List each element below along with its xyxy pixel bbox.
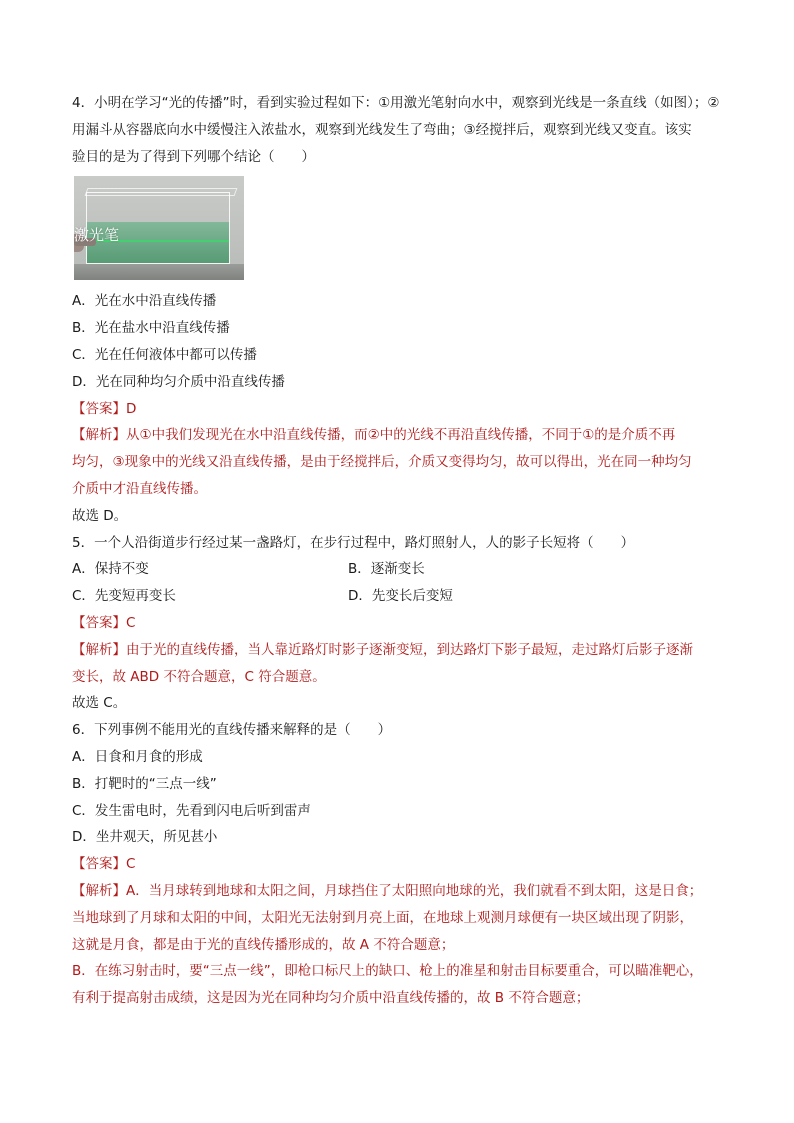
q5-stem: 5．一个人沿街道步行经过某一盏路灯，在步行过程中，路灯照射人，人的影子长短将（ ） — [72, 534, 635, 551]
analysis-text: 从①中我们发现光在水中沿直线传播，而②中的光线不再沿直线传播，不同于①的是介质不再 — [126, 427, 676, 444]
q5-option-c: C．先变短再变长 — [72, 588, 176, 605]
q6-analysis-line-4: B．在练习射击时，要“三点一线”，即枪口标尺上的缺口、枪上的准星和射击目标要重合，可以瞄准靶心， — [72, 963, 703, 980]
q4-option-d: D．光在同种均匀介质中沿直线传播 — [72, 373, 285, 390]
q5-conclusion: 故选 C。 — [72, 695, 127, 712]
q5-answer — [72, 610, 752, 637]
q4-answer — [72, 396, 752, 423]
q5-options-row-2 — [72, 583, 752, 610]
q5-option-b: B．逐渐变长 — [348, 561, 425, 578]
answer-value: D — [126, 400, 137, 417]
q6-option-b: B．打靶时的“三点一线” — [72, 775, 217, 792]
q6-analysis-line-5: 有利于提高射击成绩，这是因为光在同种均匀介质中沿直线传播的，故 B 不符合题意； — [72, 990, 590, 1007]
q6-stem: 6．下列事例不能用光的直线传播来解释的是（ ） — [72, 722, 392, 739]
q5-option-d: D．先变长后变短 — [348, 588, 453, 605]
analysis-text: A．当月球转到地球和太阳之间，月球挡住了太阳照向地球的光，我们就看不到太阳，这是日食； — [126, 882, 703, 899]
answer-value: C — [126, 856, 136, 873]
q6-option-c: C．发生雷电时，先看到闪电后听到雷声 — [72, 802, 311, 819]
analysis-label: 【解析】 — [72, 641, 126, 658]
photo-label: 激光笔 — [74, 226, 120, 245]
q6-analysis-line-2: 当地球到了月球和太阳的中间，太阳光无法射到月亮上面，在地球上观测月球便有一块区域出现了阴影， — [72, 909, 693, 926]
q4-analysis-line-1 — [72, 422, 752, 449]
q4-option-b: B．光在盐水中沿直线传播 — [72, 320, 230, 337]
q6-analysis-line-3: 这就是月食，都是由于光的直线传播形成的，故 A 不符合题意； — [72, 936, 455, 953]
q4-stem-line-1: 4．小明在学习“光的传播”时，看到实验过程如下：①用激光笔射向水中，观察到光线是一条直线（如图）；② — [72, 95, 720, 111]
q6-option-a: A．日食和月食的形成 — [72, 748, 203, 765]
analysis-label: 【解析】 — [72, 427, 126, 444]
q5-analysis-line-2: 变长，故 ABD 不符合题意，C 符合题意。 — [72, 668, 326, 685]
answer-label: 【答案】 — [72, 614, 126, 631]
q5-options-row-1 — [72, 556, 752, 583]
q4-option-c: C．光在任何液体中都可以传播 — [72, 346, 257, 363]
q5-option-a: A．保持不变 — [72, 561, 149, 578]
answer-label: 【答案】 — [72, 856, 126, 873]
q6-option-d: D．坐井观天，所见甚小 — [72, 829, 218, 846]
answer-label: 【答案】 — [72, 400, 126, 417]
q4-stem-line-3: 验目的是为了得到下列哪个结论（ ） — [72, 148, 315, 165]
q4-stem-line-2: 用漏斗从容器底向水中缓慢注入浓盐水，观察到光线发生了弯曲；③经搅拌后，观察到光线又变直。该实 — [72, 121, 692, 138]
q5-analysis-line-1 — [72, 637, 752, 664]
answer-value: C — [126, 614, 136, 631]
question-5 — [72, 530, 752, 718]
q4-analysis-line-3: 介质中才沿直线传播。 — [72, 480, 207, 497]
q4-analysis-line-2: 均匀，③现象中的光线又沿直线传播，是由于经搅拌后，介质又变得均匀，故可以得出，光在同一种均匀 — [72, 454, 692, 471]
document-page — [72, 90, 752, 1012]
q4-conclusion: 故选 D。 — [72, 507, 128, 524]
analysis-label: 【解析】 — [72, 882, 126, 899]
question-4 — [72, 90, 752, 530]
q6-answer — [72, 851, 752, 878]
analysis-text: 由于光的直线传播，当人靠近路灯时影子逐渐变短，到达路灯下影子最短，走过路灯后影子逐渐 — [126, 641, 693, 658]
q6-analysis-line-1 — [72, 878, 752, 905]
table-surface — [74, 264, 244, 280]
q4-option-a: A．光在水中沿直线传播 — [72, 293, 217, 310]
question-6 — [72, 717, 752, 1012]
laser-tank-photo — [74, 176, 244, 280]
